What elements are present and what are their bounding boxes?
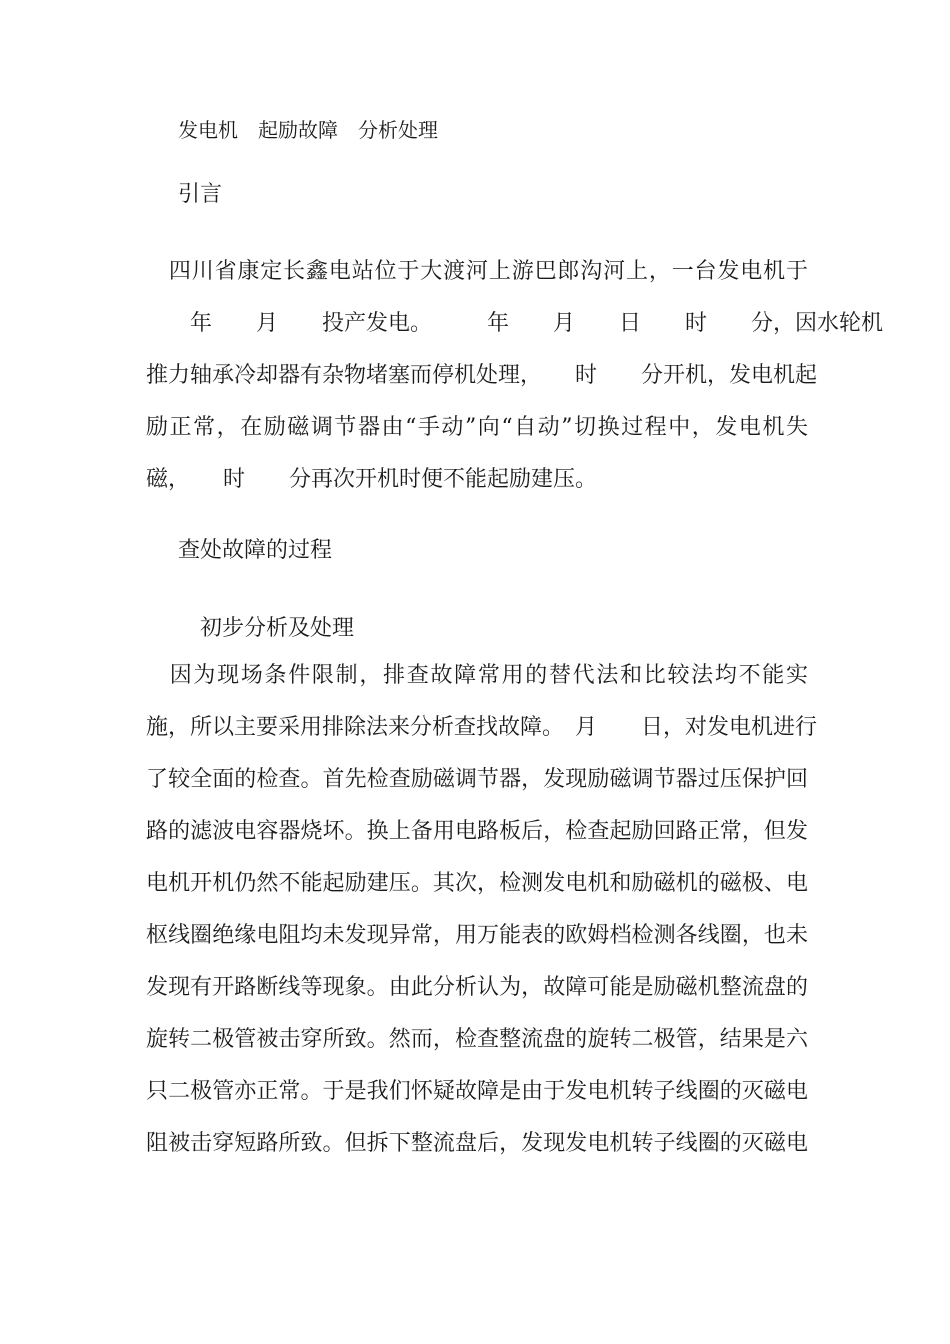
intro-line: 励正常，在励磁调节器由“手动”向“自动”切换过程中，发电机失 [146,415,808,440]
body-line: 只二极管亦正常。于是我们怀疑故障是由于发电机转子线圈的灭磁电 [146,1079,808,1104]
intro-line: 推力轴承冷却器有杂物堵塞而停机处理， 时 分开机，发电机起 [146,363,818,388]
body-line: 电机开机仍然不能起励建压。其次，检测发电机和励磁机的磁极、电 [146,871,808,896]
heading-preliminary-analysis: 初步分析及处理 [200,616,355,641]
body-line: 旋转二极管被击穿所致。然而，检查整流盘的旋转二极管，结果是六 [146,1027,808,1052]
body-line: 了较全面的检查。首先检查励磁调节器，发现励磁调节器过压保护回 [146,767,808,792]
heading-fault-process: 查处故障的过程 [178,538,333,563]
intro-line: 四川省康定长鑫电站位于大渡河上游巴郎沟河上，一台发电机于 [146,259,808,284]
body-paragraph [146,650,818,1170]
body-line: 施，所以主要采用排除法来分析查找故障。 月 日，对发电机进行 [146,715,818,740]
body-line: 枢线圈绝缘电阻均未发现异常，用万能表的欧姆档检测各线圈，也未 [146,923,808,948]
body-line: 路的滤波电容器烧坏。换上备用电路板后，检查起励回路正常，但发 [146,819,808,844]
intro-paragraph [146,246,884,506]
body-line: 因为现场条件限制，排查故障常用的替代法和比较法均不能实 [146,663,808,688]
body-line: 发现有开路断线等现象。由此分析认为，故障可能是励磁机整流盘的 [146,975,808,1000]
keywords-line: 发电机 起励故障 分析处理 [178,118,438,142]
intro-line: 年 月 投产发电。 年 月 日 时 分，因水轮机 [146,311,884,336]
body-line: 阻被击穿短路所致。但拆下整流盘后，发现发电机转子线圈的灭磁电 [146,1131,808,1156]
intro-line: 磁， 时 分再次开机时便不能起励建压。 [146,467,598,492]
heading-introduction: 引言 [178,182,223,207]
